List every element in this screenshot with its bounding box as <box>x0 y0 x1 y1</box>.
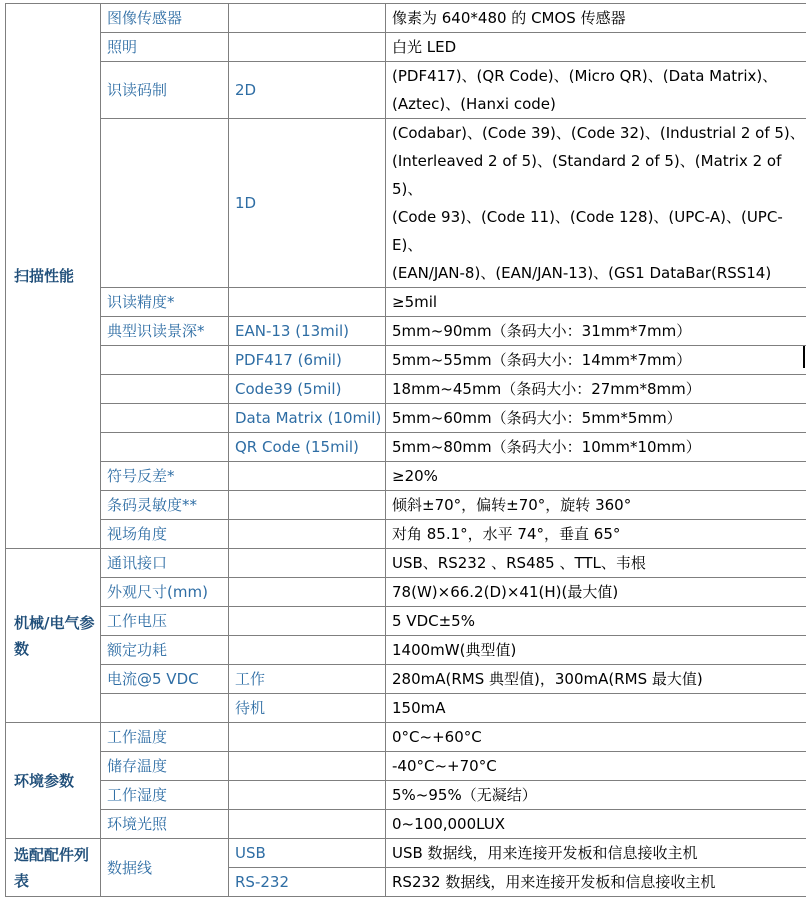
value-image-sensor: 像素为 640*480 的 CMOS 传感器 <box>386 4 806 33</box>
empty-cell <box>229 33 386 62</box>
value-current-work: 280mA(RMS 典型值)，300mA(RMS 最大值) <box>386 665 806 694</box>
value-current-standby: 150mA <box>386 694 806 723</box>
row-contrast <box>6 462 806 491</box>
value-sensitivity: 倾斜±70°，偏转±70°，旋转 360° <box>386 491 806 520</box>
label-symbology: 识读码制 <box>101 62 229 119</box>
row-precision <box>6 288 806 317</box>
label-ambient: 环境光照 <box>101 810 229 839</box>
value-size: 78(W)×66.2(D)×41(H)(最大值) <box>386 578 806 607</box>
value-dof-pdf417: 5mm~55mm（条码大小：14mm*7mm） <box>386 346 806 375</box>
value-sttemp: -40°C~+70°C <box>386 752 806 781</box>
value-dof-qr: 5mm~80mm（条码大小：10mm*10mm） <box>386 433 806 462</box>
sub-2d: 2D <box>229 62 386 119</box>
value-contrast: ≥20% <box>386 462 806 491</box>
section-mech-elec: 机械/电气参数 <box>6 549 101 723</box>
row-symbology-2d <box>6 62 806 119</box>
section-environment: 环境参数 <box>6 723 101 839</box>
row-dof-ean13 <box>6 317 806 346</box>
label-humidity: 工作湿度 <box>101 781 229 810</box>
empty-cell <box>229 752 386 781</box>
label-contrast: 符号反差* <box>101 462 229 491</box>
row-cable-usb <box>6 839 806 868</box>
value-ambient: 0~100,000LUX <box>386 810 806 839</box>
empty-cell <box>229 810 386 839</box>
label-optemp: 工作温度 <box>101 723 229 752</box>
spec-table <box>5 3 806 897</box>
empty-cell <box>229 607 386 636</box>
empty-cell <box>229 578 386 607</box>
empty-cell <box>229 288 386 317</box>
empty-cell <box>101 433 229 462</box>
sub-current-work: 工作 <box>229 665 386 694</box>
label-illumination: 照明 <box>101 33 229 62</box>
label-image-sensor: 图像传感器 <box>101 4 229 33</box>
empty-cell <box>229 781 386 810</box>
value-illumination: 白光 LED <box>386 33 806 62</box>
empty-cell <box>229 4 386 33</box>
empty-cell <box>229 520 386 549</box>
row-sttemp <box>6 752 806 781</box>
label-current: 电流@5 VDC <box>101 665 229 694</box>
row-image-sensor <box>6 4 806 33</box>
label-voltage: 工作电压 <box>101 607 229 636</box>
row-ambient <box>6 810 806 839</box>
value-1d-line4: (EAN/JAN-8)、(EAN/JAN-13)、(GS1 DataBar(RSS14) <box>392 259 806 287</box>
label-dof: 典型识读景深* <box>101 317 229 346</box>
label-sensitivity: 条码灵敏度** <box>101 491 229 520</box>
value-cable-usb: USB 数据线，用来连接开发板和信息接收主机 <box>386 839 806 868</box>
value-dof-ean13: 5mm~90mm（条码大小：31mm*7mm） <box>386 317 806 346</box>
value-interface: USB、RS232 、RS485 、TTL、韦根 <box>386 549 806 578</box>
label-power: 额定功耗 <box>101 636 229 665</box>
sub-cable-usb: USB <box>229 839 386 868</box>
row-current-work <box>6 665 806 694</box>
empty-cell <box>101 346 229 375</box>
row-humidity <box>6 781 806 810</box>
label-interface: 通讯接口 <box>101 549 229 578</box>
sub-1d: 1D <box>229 119 386 288</box>
value-fov: 对角 85.1°，水平 74°，垂直 65° <box>386 520 806 549</box>
sub-cable-rs232: RS-232 <box>229 868 386 897</box>
value-precision: ≥5mil <box>386 288 806 317</box>
value-humidity: 5%~95%（无凝结） <box>386 781 806 810</box>
empty-cell <box>101 404 229 433</box>
empty-cell <box>101 375 229 404</box>
row-optemp <box>6 723 806 752</box>
text-cursor <box>803 346 805 368</box>
empty-cell <box>229 723 386 752</box>
value-1d-line1: (Codabar)、(Code 39)、(Code 32)、(Industrial 2 of 5)、 <box>392 119 806 147</box>
section-accessories: 选配配件列表 <box>6 839 101 897</box>
empty-cell <box>229 491 386 520</box>
value-cable-rs232: RS232 数据线，用来连接开发板和信息接收主机 <box>386 868 806 897</box>
row-symbology-1d <box>6 119 806 288</box>
value-2d-line1: (PDF417)、(QR Code)、(Micro QR)、(Data Matrix)、 <box>392 62 806 90</box>
value-1d-line2: (Interleaved 2 of 5)、(Standard 2 of 5)、(Matrix 2 of 5)、 <box>392 147 806 203</box>
row-sensitivity <box>6 491 806 520</box>
sub-dof-datamatrix: Data Matrix (10mil) <box>229 404 386 433</box>
value-dof-datamatrix: 5mm~60mm（条码大小：5mm*5mm） <box>386 404 806 433</box>
row-fov <box>6 520 806 549</box>
sub-dof-ean13: EAN-13 (13mil) <box>229 317 386 346</box>
empty-cell <box>229 636 386 665</box>
section-scan-performance: 扫描性能 <box>6 4 101 549</box>
row-voltage <box>6 607 806 636</box>
label-size: 外观尺寸(mm) <box>101 578 229 607</box>
value-power: 1400mW(典型值) <box>386 636 806 665</box>
value-1d-line3: (Code 93)、(Code 11)、(Code 128)、(UPC-A)、(UPC-E)、 <box>392 203 806 259</box>
row-size <box>6 578 806 607</box>
label-precision: 识读精度* <box>101 288 229 317</box>
sub-dof-pdf417: PDF417 (6mil) <box>229 346 386 375</box>
label-fov: 视场角度 <box>101 520 229 549</box>
sub-dof-qr: QR Code (15mil) <box>229 433 386 462</box>
empty-cell <box>101 694 229 723</box>
sub-current-standby: 待机 <box>229 694 386 723</box>
value-symbology-2d <box>386 62 806 119</box>
label-cable: 数据线 <box>101 839 229 897</box>
row-power <box>6 636 806 665</box>
row-current-standby <box>6 694 806 723</box>
value-2d-line2: (Aztec)、(Hanxi code) <box>392 90 806 118</box>
row-dof-pdf417 <box>6 346 806 375</box>
value-dof-code39: 18mm~45mm（条码大小：27mm*8mm） <box>386 375 806 404</box>
empty-cell <box>229 462 386 491</box>
row-interface <box>6 549 806 578</box>
empty-cell <box>101 119 229 288</box>
row-dof-qr <box>6 433 806 462</box>
row-dof-datamatrix <box>6 404 806 433</box>
row-illumination <box>6 33 806 62</box>
value-voltage: 5 VDC±5% <box>386 607 806 636</box>
value-symbology-1d <box>386 119 806 288</box>
row-dof-code39 <box>6 375 806 404</box>
empty-cell <box>229 549 386 578</box>
value-optemp: 0°C~+60°C <box>386 723 806 752</box>
label-sttemp: 储存温度 <box>101 752 229 781</box>
sub-dof-code39: Code39 (5mil) <box>229 375 386 404</box>
